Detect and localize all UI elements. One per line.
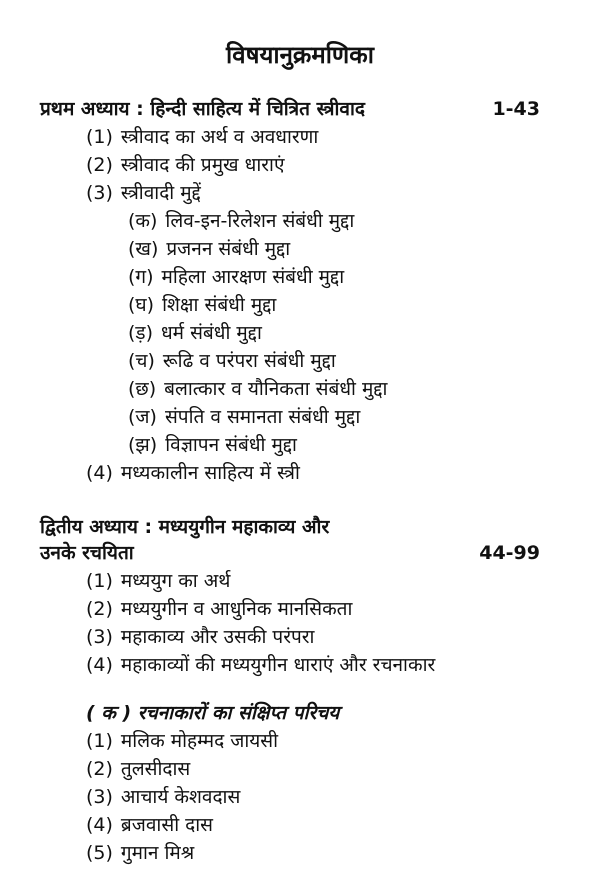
item-text: महाकाव्य और उसकी परंपरा xyxy=(120,626,315,648)
sub-list-item xyxy=(128,236,290,262)
item-number: (ज) xyxy=(128,406,157,428)
list-item xyxy=(86,624,314,650)
section-heading: ( क ) रचनाकारों का संक्षिप्त परिचय xyxy=(86,702,340,724)
list-item xyxy=(86,124,318,150)
item-text: लिव-इन-रिलेशन संबंधी मुद्दा xyxy=(165,210,355,232)
item-number: (क) xyxy=(128,210,158,232)
item-text: गुमान मिश्र xyxy=(120,842,195,864)
list-item xyxy=(86,840,194,866)
list-item xyxy=(86,784,240,810)
item-text: स्त्रीवाद की प्रमुख धाराएं xyxy=(120,154,285,176)
item-number: (4) xyxy=(86,462,113,484)
item-text: तुलसीदास xyxy=(120,758,191,780)
item-number: (2) xyxy=(86,154,113,176)
list-item xyxy=(86,568,230,594)
item-text: मध्ययुग का अर्थ xyxy=(120,570,231,592)
item-text: स्त्रीवाद का अर्थ व अवधारणा xyxy=(120,126,319,148)
item-text: रूढि व परंपरा संबंधी मुद्दा xyxy=(162,350,336,372)
item-text: बलात्कार व यौनिकता संबंधी मुद्दा xyxy=(164,378,388,400)
item-text: शिक्षा संबंधी मुद्दा xyxy=(162,294,277,316)
list-item xyxy=(86,756,190,782)
sub-list-item xyxy=(128,208,354,234)
sub-list-item xyxy=(128,264,344,290)
item-number: (4) xyxy=(86,814,113,836)
chapter2-heading-line1: द्वितीय अध्याय : मध्ययुगीन महाकाव्य और xyxy=(40,516,330,538)
sub-list-item xyxy=(128,404,360,430)
item-text: धर्म संबंधी मुद्दा xyxy=(161,322,262,344)
chapter2-pages: 44-99 xyxy=(479,542,540,564)
item-number: (3) xyxy=(86,626,113,648)
chapter1-pages: 1-43 xyxy=(492,98,540,120)
item-number: (2) xyxy=(86,758,113,780)
item-text: महाकाव्यों की मध्ययुगीन धाराएं और रचनाकार xyxy=(120,654,436,676)
item-number: (4) xyxy=(86,654,113,676)
item-number: (1) xyxy=(86,126,113,148)
item-number: (ग) xyxy=(128,266,154,288)
chapter1-heading: प्रथम अध्याय : हिन्दी साहित्य में चित्रित स्त्रीवाद xyxy=(40,98,365,120)
item-number: (3) xyxy=(86,182,113,204)
sub-list-item xyxy=(128,348,336,374)
item-number: (झ) xyxy=(128,434,158,456)
item-number: (2) xyxy=(86,598,113,620)
list-item xyxy=(86,460,300,486)
item-text: महिला आरक्षण संबंधी मुद्दा xyxy=(161,266,345,288)
page-title: विषयानुक्रमणिका xyxy=(226,41,374,69)
item-text: विज्ञापन संबंधी मुद्दा xyxy=(165,434,297,456)
item-number: (1) xyxy=(86,570,113,592)
item-number: (1) xyxy=(86,730,113,752)
item-text: स्त्रीवादी मुद्दें xyxy=(120,182,201,204)
list-item xyxy=(86,152,284,178)
sub-list-item xyxy=(128,432,297,458)
list-item xyxy=(86,596,352,622)
item-number: (3) xyxy=(86,786,113,808)
item-number: (छ) xyxy=(128,378,157,400)
item-text: मलिक मोहम्मद जायसी xyxy=(120,730,279,752)
item-number: (ख) xyxy=(128,238,159,260)
item-text: ब्रजवासी दास xyxy=(120,814,214,836)
list-item xyxy=(86,652,435,678)
item-number: (च) xyxy=(128,350,155,372)
item-text: मध्यकालीन साहित्य में स्त्री xyxy=(120,462,300,484)
sub-list-item xyxy=(128,320,262,346)
list-item xyxy=(86,812,213,838)
item-number: (ड़) xyxy=(128,322,153,344)
item-number: (5) xyxy=(86,842,113,864)
item-text: आचार्य केशवदास xyxy=(120,786,241,808)
list-item xyxy=(86,180,201,206)
item-text: संपति व समानता संबंधी मुद्दा xyxy=(164,406,361,428)
sub-list-item xyxy=(128,376,387,402)
list-item xyxy=(86,728,278,754)
sub-list-item xyxy=(128,292,276,318)
item-number: (घ) xyxy=(128,294,155,316)
item-text: प्रजनन संबंधी मुद्दा xyxy=(166,238,291,260)
item-text: मध्ययुगीन व आधुनिक मानसिकता xyxy=(120,598,353,620)
chapter2-heading-line2: उनके रचयिता xyxy=(40,542,134,564)
